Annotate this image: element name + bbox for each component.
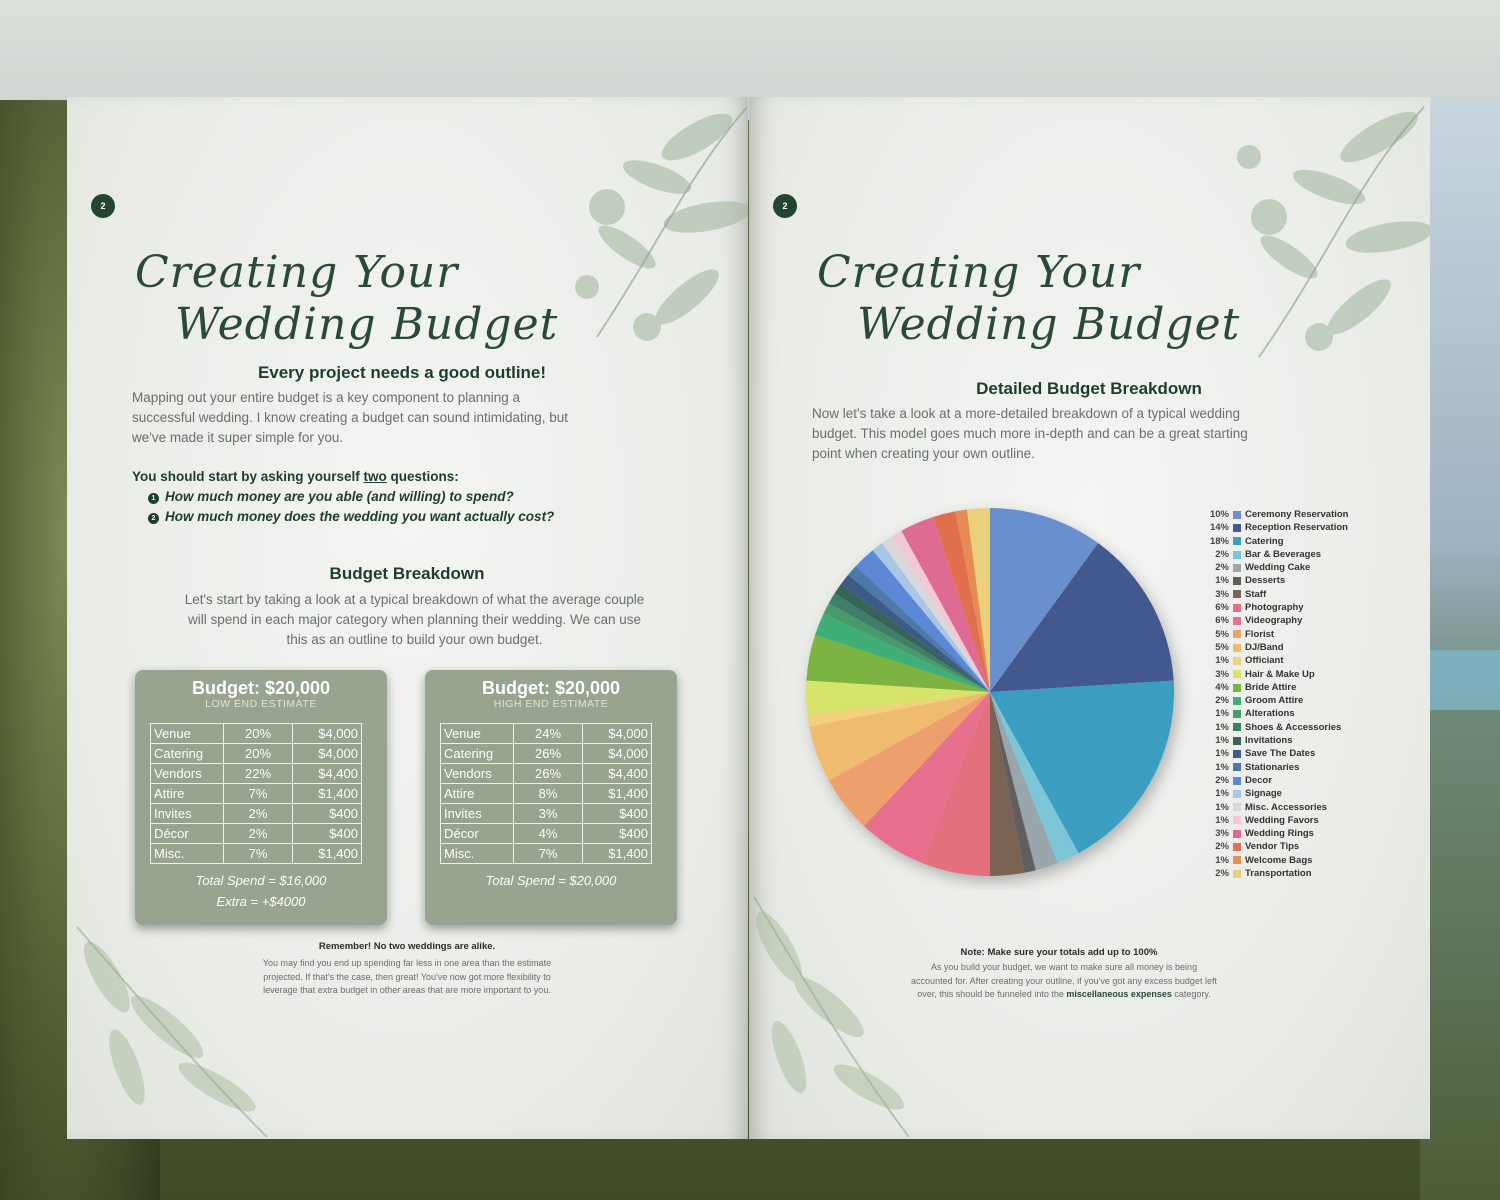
budget-card-high-end	[425, 670, 677, 925]
table-row	[441, 824, 652, 844]
note-bold-text: miscellaneous expenses	[1066, 989, 1172, 999]
questions-heading-text: You should start by asking yourself	[132, 469, 364, 484]
table-cell: 3%	[514, 804, 583, 824]
legend-label: Reception Reservation	[1245, 522, 1348, 534]
legend-swatch	[1233, 803, 1241, 811]
question-item	[148, 489, 514, 504]
table-cell: 8%	[514, 784, 583, 804]
legend-percent: 3%	[1215, 828, 1229, 840]
legend-label: Transportation	[1245, 868, 1312, 880]
page-title-line2: Wedding Budget	[175, 299, 559, 350]
legend-percent: 1%	[1215, 748, 1229, 760]
legend-swatch	[1233, 630, 1241, 638]
legend-swatch	[1233, 737, 1241, 745]
note-line	[849, 988, 1279, 1002]
legend-swatch	[1233, 870, 1241, 878]
table-cell: 2%	[224, 804, 293, 824]
legend-item	[1205, 854, 1348, 867]
legend-percent: 5%	[1215, 641, 1229, 653]
intro-line: Mapping out your entire budget is a key component to planning a	[132, 390, 521, 405]
legend-item	[1205, 654, 1348, 667]
legend-percent: 1%	[1215, 761, 1229, 773]
legend-label: Signage	[1245, 788, 1282, 800]
card-subtitle: HIGH END ESTIMATE	[493, 698, 609, 710]
legend-swatch	[1233, 577, 1241, 585]
table-cell: 22%	[224, 764, 293, 784]
legend-item	[1205, 641, 1348, 654]
legend-item	[1205, 588, 1348, 601]
question-text: How much money are you able (and willing) to spend?	[165, 489, 514, 504]
legend-percent: 1%	[1215, 655, 1229, 667]
table-row	[151, 724, 362, 744]
table-row	[441, 784, 652, 804]
question-item	[148, 509, 554, 524]
table-cell: $1,400	[583, 784, 652, 804]
table-row	[151, 804, 362, 824]
legend-percent: 4%	[1215, 681, 1229, 693]
table-cell: Misc.	[441, 844, 514, 864]
legend-item	[1205, 694, 1348, 707]
table-cell: $1,400	[293, 784, 362, 804]
legend-percent: 3%	[1215, 588, 1229, 600]
legend-item	[1205, 747, 1348, 760]
legend-item	[1205, 614, 1348, 627]
legend-item	[1205, 628, 1348, 641]
legend-swatch	[1233, 816, 1241, 824]
legend-label: Misc. Accessories	[1245, 801, 1328, 813]
legend-label: Ceremony Reservation	[1245, 509, 1349, 520]
legend-percent: 18%	[1209, 535, 1229, 547]
legend-percent: 2%	[1215, 548, 1229, 560]
table-cell: $4,000	[583, 744, 652, 764]
left-note-paragraph	[187, 957, 627, 998]
legend-swatch	[1233, 684, 1241, 692]
legend-percent: 1%	[1215, 575, 1229, 587]
detailed-breakdown-heading: Detailed Budget Breakdown	[976, 379, 1202, 398]
legend-label: DJ/Band	[1245, 641, 1284, 653]
legend-swatch	[1233, 564, 1241, 572]
table-row	[151, 764, 362, 784]
legend-percent: 1%	[1215, 854, 1229, 866]
legend-label: Alterations	[1245, 708, 1295, 720]
legend-item	[1205, 761, 1348, 774]
table-cell: $4,400	[583, 764, 652, 784]
background-sea	[1420, 650, 1500, 710]
table-row	[151, 744, 362, 764]
legend-percent: 2%	[1215, 841, 1229, 853]
legend-swatch	[1233, 604, 1241, 612]
card-total: Total Spend = $16,000	[195, 873, 327, 888]
intro-line: successful wedding. I know creating a budget can sound intimidating, but	[132, 410, 569, 425]
table-cell: $4,000	[293, 724, 362, 744]
intro-line: budget. This model goes much more in-depth and can be a great starting	[812, 426, 1248, 441]
question-text: How much money does the wedding you want actually cost?	[165, 509, 555, 524]
number-2-icon: 2	[148, 513, 159, 524]
questions-heading-underlined: two	[363, 469, 387, 484]
legend-label: Invitations	[1245, 735, 1293, 747]
legend-swatch	[1233, 657, 1241, 665]
legend-label: Officiant	[1245, 655, 1284, 667]
legend-item	[1205, 681, 1348, 694]
table-cell: 24%	[514, 724, 583, 744]
table-cell: Misc.	[151, 844, 224, 864]
legend-percent: 1%	[1215, 788, 1229, 800]
legend-item	[1205, 734, 1348, 747]
note-line: projected. If that's the case, then great! You've now got more flexibility to	[263, 971, 551, 982]
legend-percent: 1%	[1215, 735, 1229, 747]
table-row	[151, 784, 362, 804]
legend-item	[1205, 601, 1348, 614]
legend-item	[1205, 574, 1348, 587]
note-text: category.	[1171, 989, 1211, 999]
table-cell: Catering	[151, 744, 224, 764]
legend-label: Groom Attire	[1245, 695, 1304, 707]
budget-pie-chart	[795, 500, 1195, 890]
card-extra: Extra = +$4000	[216, 894, 306, 909]
budget-table	[440, 723, 652, 864]
legend-swatch	[1233, 551, 1241, 559]
legend-item	[1205, 561, 1348, 574]
legend-percent: 1%	[1215, 721, 1229, 733]
table-cell: Vendors	[151, 764, 224, 784]
number-1-icon: 1	[148, 493, 159, 504]
legend-percent: 3%	[1215, 668, 1229, 680]
legend-item	[1205, 867, 1348, 880]
legend-swatch	[1233, 670, 1241, 678]
left-page	[67, 97, 748, 1139]
legend-label: Vendor Tips	[1245, 841, 1300, 853]
table-cell: 20%	[224, 744, 293, 764]
legend-item	[1205, 787, 1348, 800]
legend-swatch	[1233, 763, 1241, 771]
budget-card-low-end	[135, 670, 387, 925]
breakdown-paragraph	[127, 590, 702, 650]
legend-swatch	[1233, 723, 1241, 731]
legend-item	[1205, 508, 1348, 521]
table-cell: $4,000	[293, 744, 362, 764]
legend-percent: 2%	[1215, 562, 1229, 574]
legend-swatch	[1233, 830, 1241, 838]
legend-item	[1205, 548, 1348, 561]
table-cell: 7%	[514, 844, 583, 864]
right-note-heading: Note: Make sure your totals add up to 100%	[960, 947, 1158, 958]
legend-label: Bar & Beverages	[1245, 548, 1322, 560]
legend-percent: 2%	[1215, 695, 1229, 707]
legend-percent: 1%	[1215, 801, 1229, 813]
table-cell: Décor	[151, 824, 224, 844]
legend-swatch	[1233, 537, 1241, 545]
table-cell: $4,400	[293, 764, 362, 784]
table-cell: 7%	[224, 844, 293, 864]
table-cell: $400	[293, 804, 362, 824]
table-row	[441, 804, 652, 824]
legend-label: Catering	[1245, 535, 1284, 547]
legend-percent: 2%	[1215, 868, 1229, 880]
questions-heading	[132, 469, 459, 484]
page-number-badge: 2	[91, 194, 115, 218]
table-row	[151, 824, 362, 844]
legend-item	[1205, 827, 1348, 840]
budget-table	[150, 723, 362, 864]
table-cell: 7%	[224, 784, 293, 804]
table-row	[151, 844, 362, 864]
legend-swatch	[1233, 697, 1241, 705]
table-cell: Décor	[441, 824, 514, 844]
legend-swatch	[1233, 617, 1241, 625]
table-cell: Attire	[441, 784, 514, 804]
table-row	[441, 764, 652, 784]
left-subtitle: Every project needs a good outline!	[257, 363, 547, 382]
budget-breakdown-heading: Budget Breakdown	[329, 564, 485, 583]
table-row	[441, 724, 652, 744]
legend-item	[1205, 707, 1348, 720]
legend-swatch	[1233, 777, 1241, 785]
table-row	[441, 844, 652, 864]
breakdown-line: Let's start by taking a look at a typical breakdown of what the average couple	[184, 592, 645, 607]
legend-label: Florist	[1245, 628, 1275, 640]
legend-label: Bride Attire	[1245, 681, 1297, 693]
table-cell: 26%	[514, 744, 583, 764]
legend-label: Photography	[1245, 602, 1304, 614]
table-cell: 20%	[224, 724, 293, 744]
page-title-line1: Creating Your	[135, 247, 459, 298]
legend-label: Staff	[1245, 588, 1267, 600]
legend-percent: 2%	[1215, 774, 1229, 786]
legend-label: Wedding Cake	[1245, 562, 1311, 574]
note-line: You may find you end up spending far less in one area than the estimate	[262, 958, 552, 968]
table-cell: Vendors	[441, 764, 514, 784]
table-cell: Catering	[441, 744, 514, 764]
legend-item	[1205, 521, 1348, 534]
legend-label: Decor	[1245, 774, 1272, 786]
card-title: Budget: $20,000	[481, 678, 621, 698]
legend-swatch	[1233, 524, 1241, 532]
legend-swatch	[1233, 644, 1241, 652]
legend-label: Wedding Rings	[1245, 828, 1314, 840]
legend-label: Wedding Favors	[1245, 814, 1319, 826]
breakdown-line: this as an outline to build your own budget.	[286, 632, 543, 647]
breakdown-line: will spend in each major category when planning their wedding. We can use	[187, 612, 641, 627]
table-cell: 4%	[514, 824, 583, 844]
legend-percent: 5%	[1215, 628, 1229, 640]
legend-label: Shoes & Accessories	[1245, 721, 1342, 733]
note-line: accounted for. After creating your outline, if you've got any excess budget left	[911, 975, 1217, 986]
leaf-decoration-icon	[537, 97, 748, 367]
legend-swatch	[1233, 590, 1241, 598]
legend-label: Stationaries	[1245, 761, 1300, 773]
pie-slices	[806, 508, 1174, 876]
card-subtitle: LOW END ESTIMATE	[205, 698, 317, 710]
table-cell: Venue	[441, 724, 514, 744]
legend-percent: 1%	[1215, 814, 1229, 826]
legend-percent: 14%	[1209, 522, 1229, 534]
note-text: over, this should be funneled into the	[917, 989, 1067, 999]
legend-item	[1205, 840, 1348, 853]
legend-label: Welcome Bags	[1245, 854, 1313, 866]
legend-item	[1205, 814, 1348, 827]
legend-item	[1205, 668, 1348, 681]
legend-percent: 6%	[1215, 602, 1229, 614]
card-title: Budget: $20,000	[191, 678, 331, 698]
legend-swatch	[1233, 856, 1241, 864]
page-number-badge: 2	[773, 194, 797, 218]
intro-line: point when creating your own outline.	[812, 446, 1035, 461]
legend-label: Hair & Make Up	[1245, 668, 1315, 680]
legend-item	[1205, 535, 1348, 548]
table-cell: 2%	[224, 824, 293, 844]
legend-swatch	[1233, 843, 1241, 851]
table-cell: Venue	[151, 724, 224, 744]
page-title-line1: Creating Your	[817, 247, 1141, 298]
legend-swatch	[1233, 511, 1241, 519]
table-cell: $4,000	[583, 724, 652, 744]
right-note-paragraph	[849, 961, 1279, 1002]
legend-label: Desserts	[1245, 575, 1286, 587]
table-cell: Invites	[441, 804, 514, 824]
leaf-decoration-icon	[749, 887, 929, 1139]
legend-swatch	[1233, 710, 1241, 718]
legend-item	[1205, 774, 1348, 787]
chart-legend	[1205, 508, 1348, 880]
legend-label: Videography	[1245, 615, 1303, 627]
left-note-heading: Remember! No two weddings are alike.	[318, 941, 496, 952]
page-title-line2: Wedding Budget	[857, 299, 1241, 350]
legend-percent: 10%	[1209, 509, 1229, 520]
right-intro-paragraph	[812, 404, 1372, 464]
note-line: leverage that extra budget in other areas that are more important to you.	[263, 985, 551, 995]
card-total: Total Spend = $20,000	[485, 873, 617, 888]
legend-percent: 1%	[1215, 708, 1229, 720]
questions-heading-text: questions:	[386, 469, 459, 484]
table-cell: $400	[583, 824, 652, 844]
legend-percent: 6%	[1215, 615, 1229, 627]
legend-swatch	[1233, 750, 1241, 758]
legend-item	[1205, 721, 1348, 734]
table-cell: Attire	[151, 784, 224, 804]
table-cell: $400	[293, 824, 362, 844]
table-cell: Invites	[151, 804, 224, 824]
intro-line: Now let's take a look at a more-detailed breakdown of a typical wedding	[812, 406, 1241, 421]
legend-item	[1205, 801, 1348, 814]
table-row	[441, 744, 652, 764]
table-cell: $1,400	[293, 844, 362, 864]
table-cell: $1,400	[583, 844, 652, 864]
legend-label: Save The Dates	[1245, 748, 1316, 760]
table-cell: 26%	[514, 764, 583, 784]
note-line: As you build your budget, we want to make sure all money is being	[930, 962, 1198, 972]
intro-line: we've made it super simple for you.	[132, 430, 344, 445]
table-cell: $400	[583, 804, 652, 824]
legend-swatch	[1233, 790, 1241, 798]
left-intro-paragraph	[132, 388, 692, 448]
